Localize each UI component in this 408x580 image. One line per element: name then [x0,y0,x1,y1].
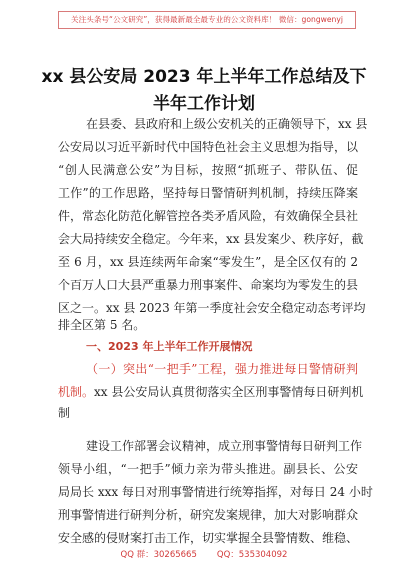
intro-line: 排全区第 5 名。 [58,318,146,332]
body-line: 局局长 xxx 每日对刑事警情进行统筹指挥，对每日 24 小时 [58,485,373,499]
intro-line: 区之一。xx 县 2023 年第一季度社会安全稳定动态考评均 [58,301,366,315]
body-line: 建设工作部署会议精神，成立刑事警情每日研判工作 [86,439,363,453]
body-line: 刑事警情进行研判分析，研究发案规律，加大对影响群众 [58,508,359,522]
intro-line: 公安局以习近平新时代中国特色社会主义思想为指导，以 [58,140,359,154]
intro-line: 个百万人口大县严重暴力刑事案件、命案均为零发生的县 [58,278,359,292]
intro-line: 至 6 月，xx 县连续两年命案“零发生”，是全区仅有的 2 [58,255,358,269]
body-line: 安全感的侵财案打击工作，切实掌握全县警情数、维稳、 [58,531,359,545]
sub-heading-line-2 [58,381,364,403]
sub-heading-line-1: （一）突出“一把手”工程，强力推进每日警情研判 [86,362,358,376]
sub-heading-tail: 机制。 [58,385,95,399]
intro-line: 会大局持续安全稳定。今年来，xx 县发案少、秩序好，截 [58,232,364,246]
intro-line: 在县委、县政府和上级公安机关的正确领导下，xx 县 [86,117,368,131]
footer-contact [0,548,408,560]
document-title-line-1: xx 县公安局 2023 年上半年工作总结及下 [41,67,367,87]
footer-qq: QQ：535304092 [216,550,288,560]
section-heading: 一、2023 年上半年工作开展情况 [86,340,253,353]
body-line: 领导小组，“一把手”倾力亲为带头推进。副县长、公安 [58,462,358,476]
sub-heading-line-3: 制 [58,406,71,420]
header-banner: 关注头条号“公文研究”，获得最新最全最专业的公文资料库！ 微信：gongwenyj [58,11,356,29]
intro-line: 工作”的工作思路，坚持每日警情研判机制，持续压降案 [58,186,358,200]
sub-heading-body: xx 县公安局认真贯彻落实全区刑事警情每日研判机 [94,385,364,399]
footer-qq-group: QQ 群：30265665 [120,550,197,560]
intro-line: “创人民满意公安”为目标，按照“抓班子、带队伍、促 [58,163,358,177]
intro-line: 件，常态化防范化解管控各类矛盾风险，有效确保全县社 [58,209,359,223]
document-title-line-2: 半年工作计划 [153,94,255,114]
